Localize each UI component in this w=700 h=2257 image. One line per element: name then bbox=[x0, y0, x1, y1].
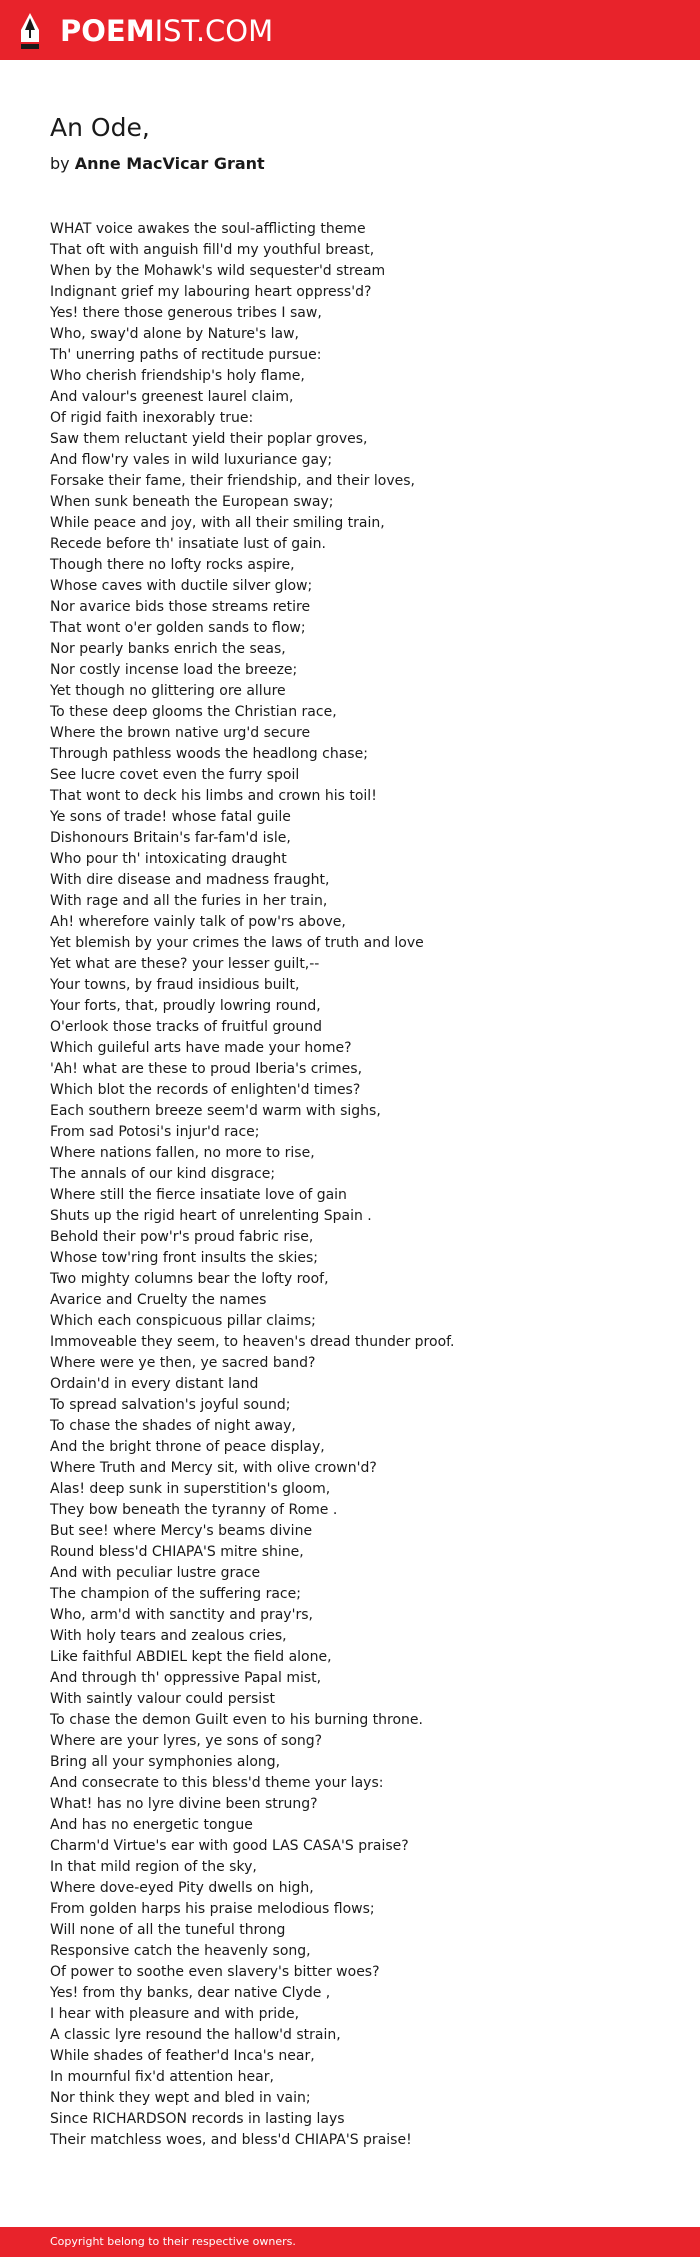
poem-line: Who, sway'd alone by Nature's law, bbox=[50, 326, 300, 342]
poem-line: Will none of all the tuneful throng bbox=[50, 1922, 286, 1938]
poem-line: To these deep glooms the Christian race, bbox=[50, 704, 337, 720]
poem-heading bbox=[50, 112, 670, 174]
logo-text-strong: POEM bbox=[60, 14, 155, 48]
poem-author: Anne MacVicar Grant bbox=[74, 154, 265, 173]
poem-line: And valour's greenest laurel claim, bbox=[50, 389, 294, 405]
poem-line: With saintly valour could persist bbox=[50, 1691, 275, 1707]
poem-line: The champion of the suffering race; bbox=[50, 1586, 301, 1602]
poem-line: Where the brown native urg'd secure bbox=[50, 725, 311, 741]
poem-line: Yes! from thy banks, dear native Clyde , bbox=[50, 1985, 331, 2001]
poem-line: Each southern breeze seem'd warm with sighs, bbox=[50, 1103, 381, 1119]
poem-line: Th' unerring paths of rectitude pursue: bbox=[50, 347, 322, 363]
poem-line: Your forts, that, proudly lowring round, bbox=[50, 998, 321, 1014]
poem-line: Though there no lofty rocks aspire, bbox=[50, 557, 295, 573]
poem-line: To chase the shades of night away, bbox=[50, 1418, 296, 1434]
poem-line: Who pour th' intoxicating draught bbox=[50, 851, 287, 867]
poem-line: That wont to deck his limbs and crown his toil! bbox=[50, 788, 377, 804]
poem-line: Dishonours Britain's far-fam'd isle, bbox=[50, 830, 291, 846]
poem-line: What! has no lyre divine been strung? bbox=[50, 1796, 318, 1812]
poem-line: A classic lyre resound the hallow'd strain, bbox=[50, 2027, 341, 2043]
poem-line: From golden harps his praise melodious flows; bbox=[50, 1901, 375, 1917]
poem-body bbox=[50, 219, 670, 2151]
poem-line: Yet though no glittering ore allure bbox=[50, 683, 286, 699]
poem-line: With dire disease and madness fraught, bbox=[50, 872, 330, 888]
poem-line: To spread salvation's joyful sound; bbox=[50, 1397, 291, 1413]
poem-line: O'erlook those tracks of fruitful ground bbox=[50, 1019, 323, 1035]
poem-line: That wont o'er golden sands to flow; bbox=[50, 620, 306, 636]
poem-line: And flow'ry vales in wild luxuriance gay; bbox=[50, 452, 333, 468]
poem-line: Recede before th' insatiate lust of gain. bbox=[50, 536, 326, 552]
poem-line: Yet what are these? your lesser guilt,-- bbox=[50, 956, 320, 972]
poem-title: An Ode, bbox=[50, 113, 150, 142]
poem-line: That oft with anguish fill'd my youthful breast, bbox=[50, 242, 375, 258]
poem-line: Nor think they wept and bled in vain; bbox=[50, 2090, 311, 2106]
poem-line: Since RICHARDSON records in lasting lays bbox=[50, 2111, 345, 2127]
pen-nib-icon bbox=[18, 12, 42, 50]
poem-line: Alas! deep sunk in superstition's gloom, bbox=[50, 1481, 331, 1497]
poem-line: I hear with pleasure and with pride, bbox=[50, 2006, 300, 2022]
poem-line: Where dove-eyed Pity dwells on high, bbox=[50, 1880, 314, 1896]
poem-line: Immoveable they seem, to heaven's dread thunder proof. bbox=[50, 1334, 455, 1350]
poem-line: Charm'd Virtue's ear with good LAS CASA'S praise? bbox=[50, 1838, 409, 1854]
site-header bbox=[0, 0, 700, 60]
poem-line: Your towns, by fraud insidious built, bbox=[50, 977, 300, 993]
poem-line: Their matchless woes, and bless'd CHIAPA'S praise! bbox=[50, 2132, 412, 2148]
poem-line: Which each conspicuous pillar claims; bbox=[50, 1313, 316, 1329]
site-footer bbox=[0, 2227, 700, 2257]
poem-line: Responsive catch the heavenly song, bbox=[50, 1943, 311, 1959]
poem-line: Which blot the records of enlighten'd times? bbox=[50, 1082, 361, 1098]
poem-line: Where were ye then, ye sacred band? bbox=[50, 1355, 316, 1371]
poem-line: Forsake their fame, their friendship, and their loves, bbox=[50, 473, 415, 489]
poem-line: Who cherish friendship's holy flame, bbox=[50, 368, 305, 384]
poem-line: When by the Mohawk's wild sequester'd stream bbox=[50, 263, 386, 279]
poem-line: Nor avarice bids those streams retire bbox=[50, 599, 311, 615]
poem-line: 'Ah! what are these to proud Iberia's crimes, bbox=[50, 1061, 363, 1077]
logo-text-light: IST.COM bbox=[154, 14, 274, 48]
poem-line: Where nations fallen, no more to rise, bbox=[50, 1145, 315, 1161]
poem-line: Which guileful arts have made your home? bbox=[50, 1040, 352, 1056]
poem-line: WHAT voice awakes the soul-afflicting theme bbox=[50, 221, 366, 237]
poem-line: Nor pearly banks enrich the seas, bbox=[50, 641, 286, 657]
poem-line: But see! where Mercy's beams divine bbox=[50, 1523, 313, 1539]
poem-line: Ah! wherefore vainly talk of pow'rs above, bbox=[50, 914, 346, 930]
poem-line: Avarice and Cruelty the names bbox=[50, 1292, 267, 1308]
poem-line: Ordain'd in every distant land bbox=[50, 1376, 259, 1392]
poem-line: Shuts up the rigid heart of unrelenting Spain . bbox=[50, 1208, 372, 1224]
poem-line: In that mild region of the sky, bbox=[50, 1859, 257, 1875]
poem-line: To chase the demon Guilt even to his burning throne. bbox=[50, 1712, 423, 1728]
poem-line: While shades of feather'd Inca's near, bbox=[50, 2048, 315, 2064]
poem-line: Yet blemish by your crimes the laws of truth and love bbox=[50, 935, 424, 951]
poem-line: Bring all your symphonies along, bbox=[50, 1754, 281, 1770]
poem-byline bbox=[50, 154, 670, 174]
site-logo-link[interactable] bbox=[18, 12, 273, 50]
poem-line: And through th' oppressive Papal mist, bbox=[50, 1670, 322, 1686]
poem-line: Where Truth and Mercy sit, with olive crown'd? bbox=[50, 1460, 377, 1476]
poem-line: Where are your lyres, ye sons of song? bbox=[50, 1733, 323, 1749]
poem-line: With rage and all the furies in her train, bbox=[50, 893, 328, 909]
poem-line: Ye sons of trade! whose fatal guile bbox=[50, 809, 291, 825]
poem-line: When sunk beneath the European sway; bbox=[50, 494, 334, 510]
poem-line: Of rigid faith inexorably true: bbox=[50, 410, 254, 426]
site-logo-text bbox=[60, 12, 273, 50]
byline-label: by bbox=[50, 154, 70, 173]
poem-line: Like faithful ABDIEL kept the field alone, bbox=[50, 1649, 332, 1665]
poem-line: While peace and joy, with all their smiling train, bbox=[50, 515, 385, 531]
poem-line: Two mighty columns bear the lofty roof, bbox=[50, 1271, 329, 1287]
poem-line: And has no energetic tongue bbox=[50, 1817, 253, 1833]
poem-line: In mournful fix'd attention hear, bbox=[50, 2069, 274, 2085]
poem-line: And the bright throne of peace display, bbox=[50, 1439, 325, 1455]
poem-line: Of power to soothe even slavery's bitter woes? bbox=[50, 1964, 380, 1980]
copyright-text: Copyright belong to their respective owners. bbox=[50, 2235, 296, 2248]
poem-line: Through pathless woods the headlong chase; bbox=[50, 746, 368, 762]
poem-line: Indignant grief my labouring heart oppress'd? bbox=[50, 284, 372, 300]
poem-line: Nor costly incense load the breeze; bbox=[50, 662, 298, 678]
poem-line: The annals of our kind disgrace; bbox=[50, 1166, 276, 1182]
poem-line: Yes! there those generous tribes I saw, bbox=[50, 305, 322, 321]
poem-line: From sad Potosi's injur'd race; bbox=[50, 1124, 260, 1140]
poem-line: Where still the fierce insatiate love of gain bbox=[50, 1187, 347, 1203]
poem-line: Round bless'd CHIAPA'S mitre shine, bbox=[50, 1544, 304, 1560]
poem-line: They bow beneath the tyranny of Rome . bbox=[50, 1502, 338, 1518]
poem-line: Behold their pow'r's proud fabric rise, bbox=[50, 1229, 314, 1245]
poem-line: See lucre covet even the furry spoil bbox=[50, 767, 300, 783]
poem-line: Whose tow'ring front insults the skies; bbox=[50, 1250, 318, 1266]
poem-line: Whose caves with ductile silver glow; bbox=[50, 578, 313, 594]
poem-line: And consecrate to this bless'd theme your lays: bbox=[50, 1775, 384, 1791]
poem-line: With holy tears and zealous cries, bbox=[50, 1628, 287, 1644]
poem-line: And with peculiar lustre grace bbox=[50, 1565, 261, 1581]
poem-line: Who, arm'd with sanctity and pray'rs, bbox=[50, 1607, 313, 1623]
poem-line: Saw them reluctant yield their poplar groves, bbox=[50, 431, 368, 447]
